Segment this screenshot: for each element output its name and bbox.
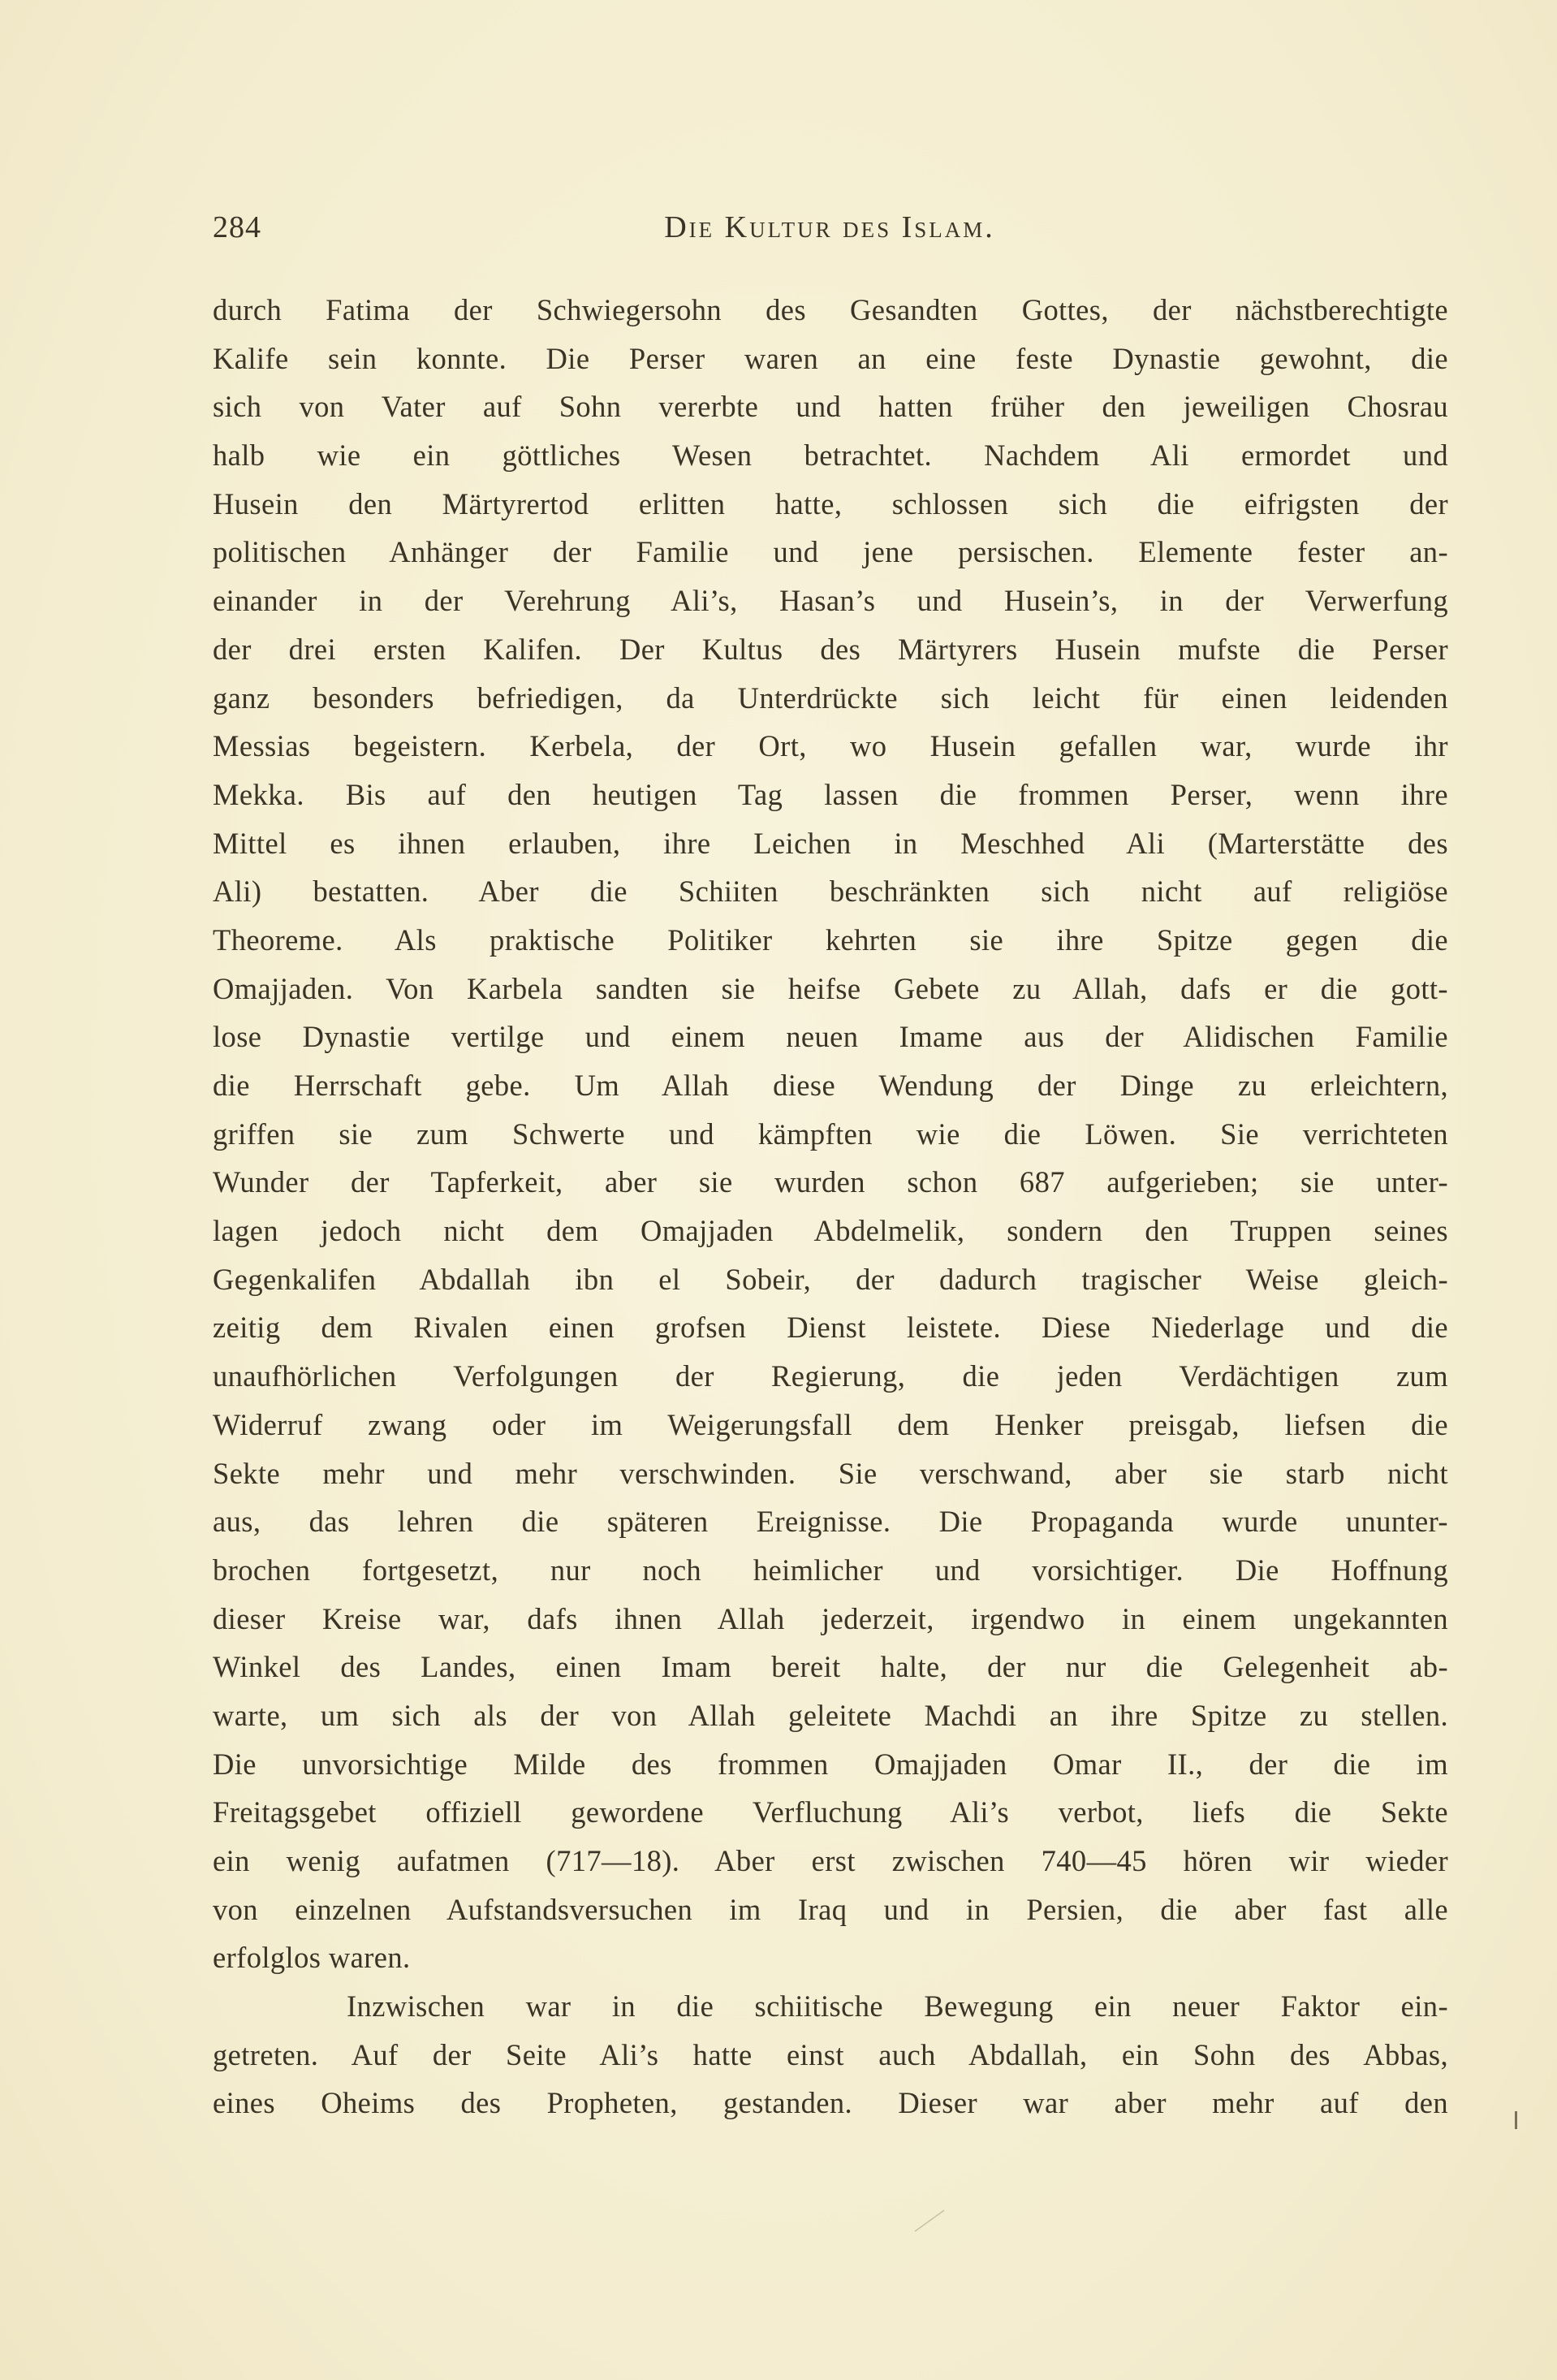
text-line: Sekte mehr und mehr verschwinden. Sie verschwand, aber sie starb nicht <box>213 1456 1448 1490</box>
text-line: die Herrschaft gebe. Um Allah diese Wendung der Dinge zu erleichtern, <box>213 1069 1448 1102</box>
text-line: Wunder der Tapferkeit, aber sie wurden schon 687 aufgerieben; sie unter- <box>213 1165 1448 1199</box>
text-line: sich von Vater auf Sohn vererbte und hatten früher den jeweiligen Chosrau <box>213 390 1448 424</box>
text-line: Kalife sein konnte. Die Perser waren an eine feste Dynastie gewohnt, die <box>213 341 1448 375</box>
text-line: Die unvorsichtige Milde des frommen Omajjaden Omar II., der die im <box>213 1747 1448 1781</box>
text-line: Ali) bestatten. Aber die Schiiten beschränkten sich nicht auf religiöse <box>213 875 1448 909</box>
text-line: der drei ersten Kalifen. Der Kultus des Märtyrers Husein mufste die Perser <box>213 632 1448 666</box>
body-text <box>213 286 1448 2127</box>
paragraph-1 <box>213 286 1448 1982</box>
margin-mark <box>1515 2111 1517 2129</box>
text-line: Inzwischen war in die schiitische Bewegung ein neuer Faktor ein- <box>347 1989 1448 2024</box>
running-title: Die Kultur des Islam. <box>664 210 995 244</box>
text-line: politischen Anhänger der Familie und jene persischen. Elemente fester an- <box>213 535 1448 569</box>
text-line: von einzelnen Aufstandsversuchen im Iraq und in Persien, die aber fast alle <box>213 1892 1448 1926</box>
text-line: eines Oheims des Propheten, gestanden. Dieser war aber mehr auf den <box>213 2086 1448 2120</box>
text-line: durch Fatima der Schwiegersohn des Gesandten Gottes, der nächstberechtigte <box>213 293 1448 326</box>
text-line: Winkel des Landes, einen Imam bereit halte, der nur die Gelegenheit ab- <box>213 1650 1448 1684</box>
text-line: lagen jedoch nicht dem Omajjaden Abdelmelik, sondern den Truppen seines <box>213 1214 1448 1248</box>
text-line: Husein den Märtyrertod erlitten hatte, schlossen sich die eifrigsten der <box>213 486 1448 520</box>
text-line: Messias begeistern. Kerbela, der Ort, wo Husein gefallen war, wurde ihr <box>213 729 1448 763</box>
text-line: Mittel es ihnen erlauben, ihre Leichen in Meschhed Ali (Marterstätte des <box>213 826 1448 860</box>
text-line: warte, um sich als der von Allah geleitete Machdi an ihre Spitze zu stellen. <box>213 1698 1448 1732</box>
text-line: Widerruf zwang oder im Weigerungsfall dem Henker preisgab, liefsen die <box>213 1407 1448 1441</box>
text-line: Omajjaden. Von Karbela sandten sie heifse Gebete zu Allah, dafs er die gott- <box>213 971 1448 1005</box>
paragraph-2 <box>213 1982 1448 2127</box>
text-line: erfolglos waren. <box>213 1941 411 1975</box>
text-line: einander in der Verehrung Ali’s, Hasan’s und Husein’s, in der Verwerfung <box>213 584 1448 618</box>
text-line: unaufhörlichen Verfolgungen der Regierung, die jeden Verdächtigen zum <box>213 1359 1448 1393</box>
text-line: ein wenig aufatmen (717—18). Aber erst zwischen 740—45 hören wir wieder <box>213 1844 1448 1877</box>
text-line: Mekka. Bis auf den heutigen Tag lassen die frommen Perser, wenn ihre <box>213 777 1448 811</box>
text-line: aus, das lehren die späteren Ereignisse. Die Propaganda wurde ununter- <box>213 1505 1448 1539</box>
text-line: dieser Kreise war, dafs ihnen Allah jederzeit, irgendwo in einem ungekannten <box>213 1601 1448 1635</box>
text-line: getreten. Auf der Seite Ali’s hatte einst auch Abdallah, ein Sohn des Abbas, <box>213 2037 1448 2071</box>
text-line: brochen fortgesetzt, nur noch heimlicher und vorsichtiger. Die Hoffnung <box>213 1553 1448 1587</box>
text-line: Freitagsgebet offiziell gewordene Verfluchung Ali’s verbot, liefs die Sekte <box>213 1795 1448 1829</box>
page-number: 284 <box>213 210 261 244</box>
page-header <box>213 209 1447 250</box>
text-line: halb wie ein göttliches Wesen betrachtet. Nachdem Ali ermordet und <box>213 438 1448 473</box>
text-line: Theoreme. Als praktische Politiker kehrten sie ihre Spitze gegen die <box>213 922 1448 957</box>
text-line: ganz besonders befriedigen, da Unterdrückte sich leicht für einen leidenden <box>213 680 1448 715</box>
text-line: zeitig dem Rivalen einen grofsen Dienst leistete. Diese Niederlage und die <box>213 1311 1448 1345</box>
pencil-mark <box>913 2209 946 2233</box>
text-line: Gegenkalifen Abdallah ibn el Sobeir, der dadurch tragischer Weise gleich- <box>213 1262 1448 1296</box>
text-line: lose Dynastie vertilge und einem neuen Imame aus der Alidischen Familie <box>213 1020 1448 1054</box>
text-line: griffen sie zum Schwerte und kämpften wie die Löwen. Sie verrichteten <box>213 1117 1448 1151</box>
